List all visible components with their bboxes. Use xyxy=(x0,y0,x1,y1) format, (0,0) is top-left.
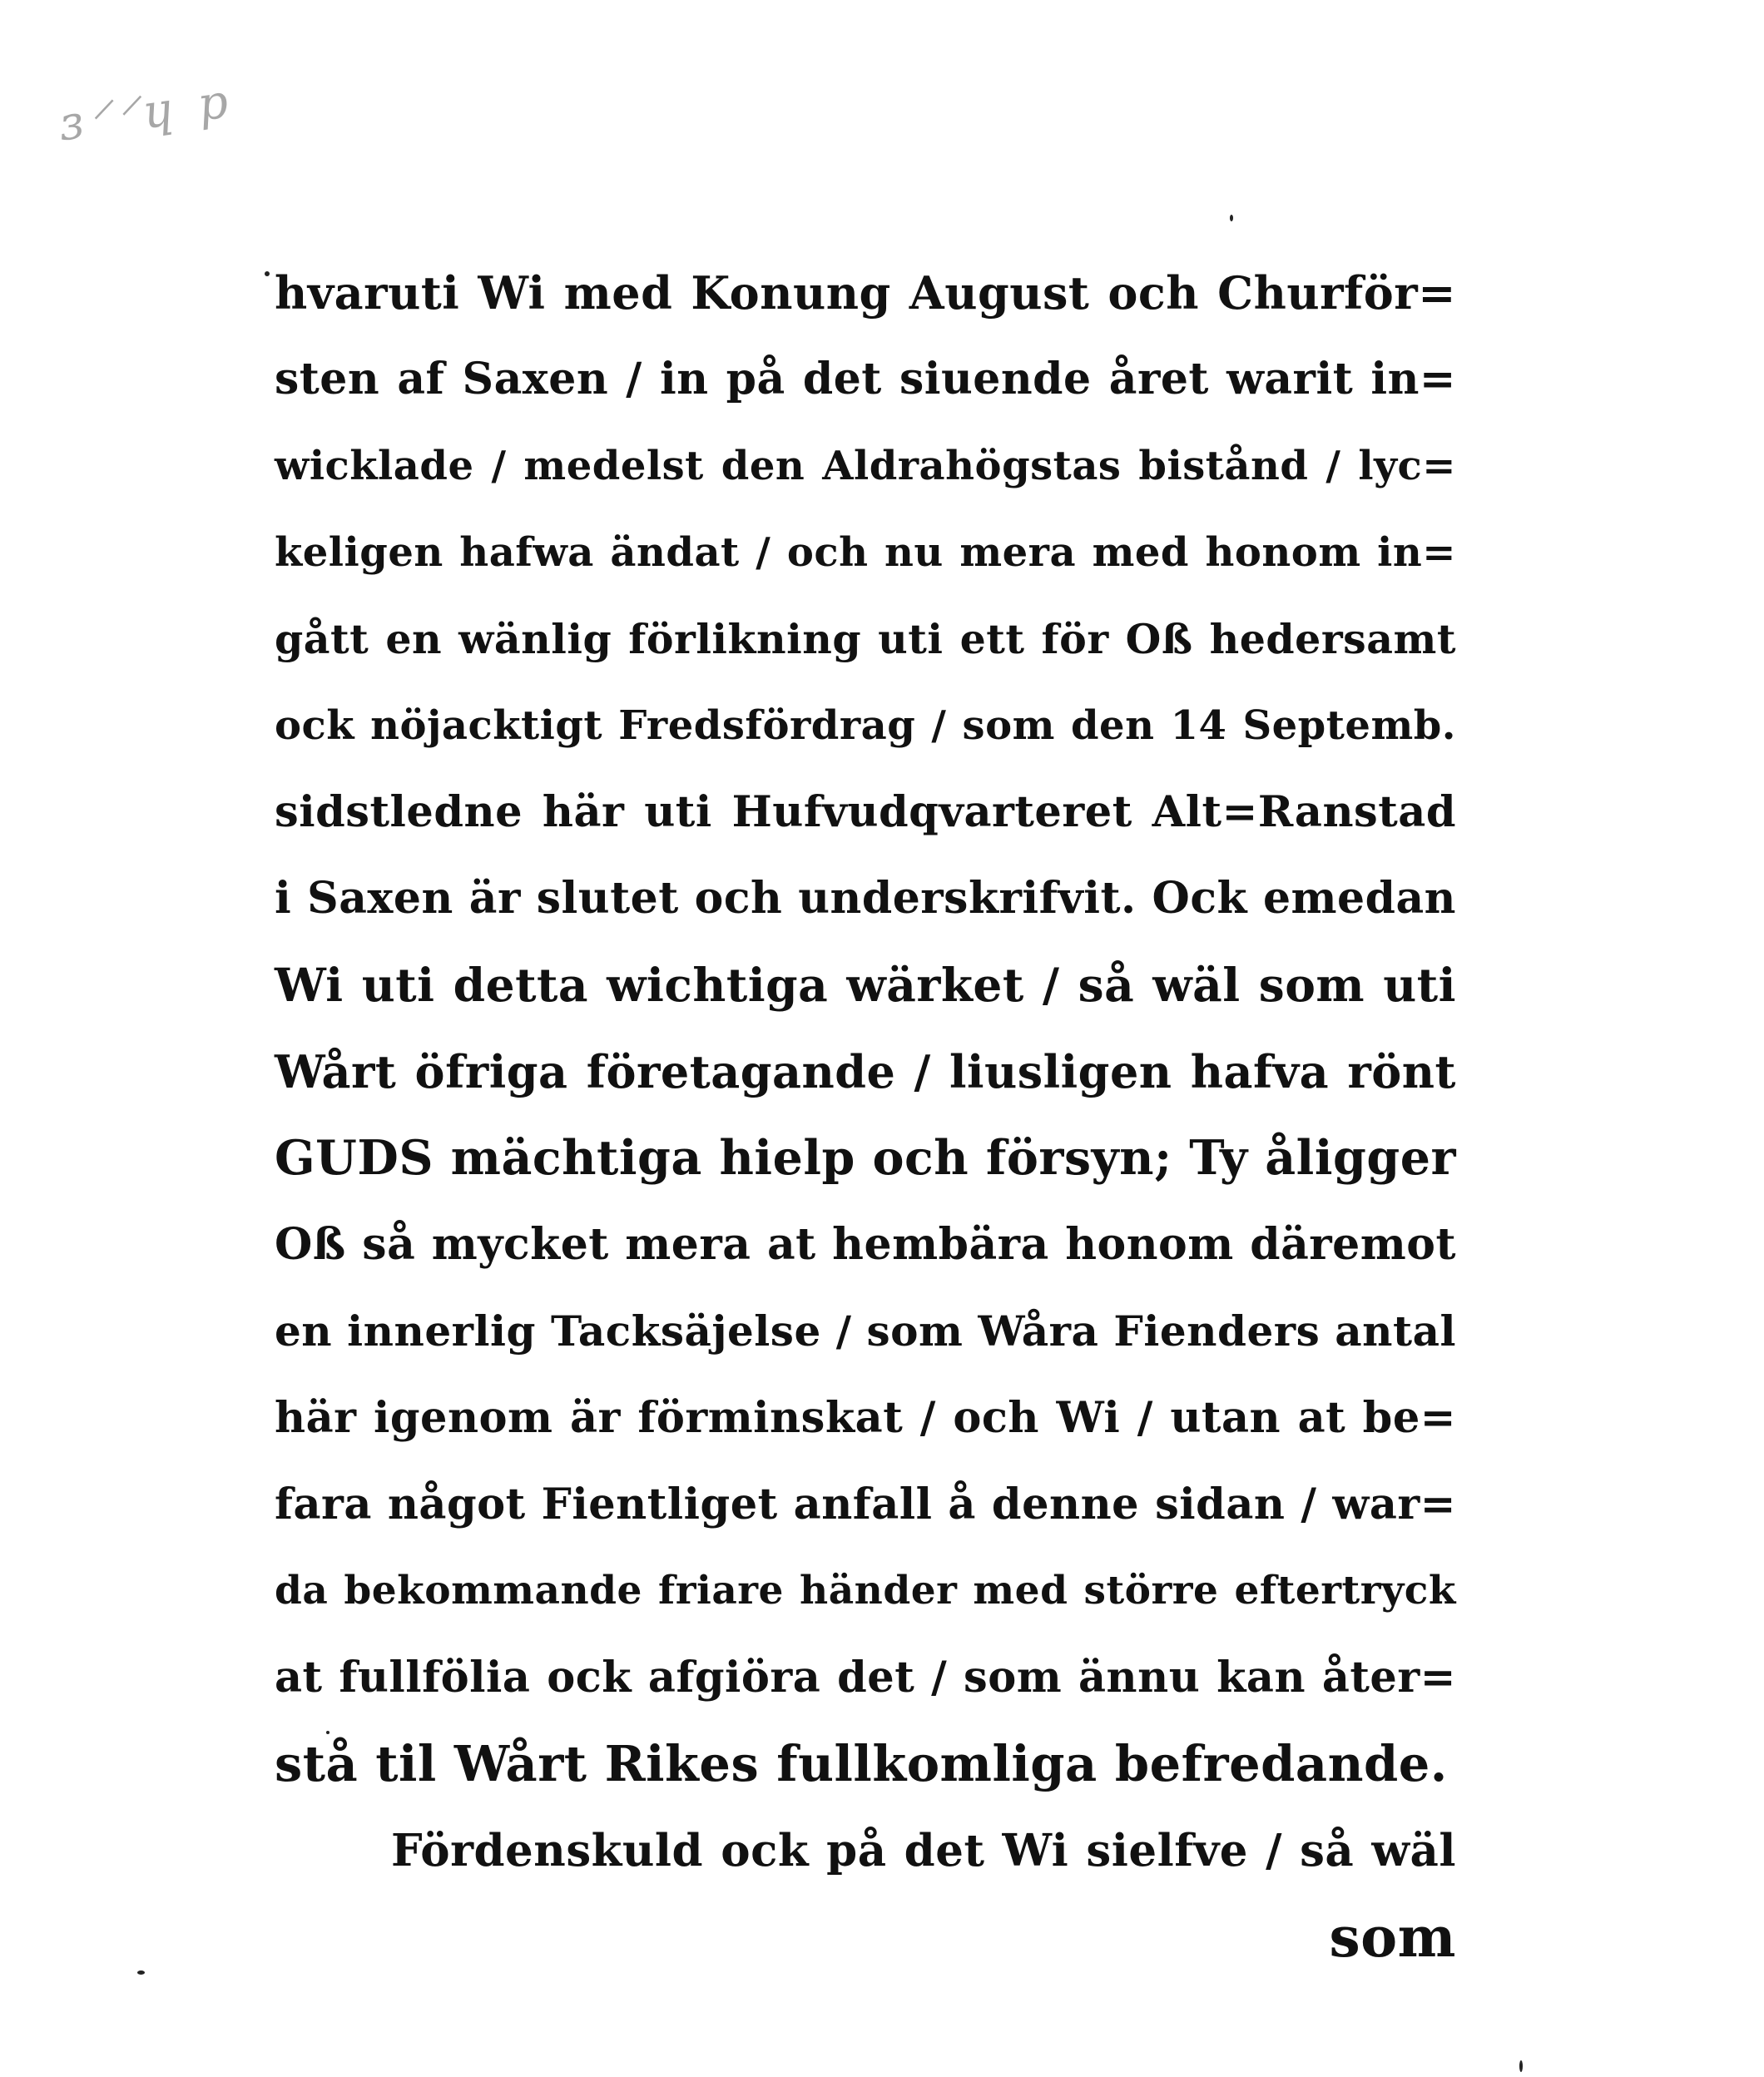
text-line: Wi uti detta wichtiga wärket / så wäl som uti xyxy=(275,958,1456,1012)
text-line: Wårt öfriga företagande / liusligen hafva rönt xyxy=(275,1045,1456,1098)
text-line: da bekommande friare händer med större eftertryck xyxy=(275,1568,1456,1614)
text-line: fara något Fientliget anfall å denne sidan / war= xyxy=(275,1480,1456,1529)
text-line: en innerlig Tacksäjelse / som Wåra Fienders antal xyxy=(275,1306,1456,1356)
text-line: sidstledne här uti Hufvudqvarteret Alt=Ranstad xyxy=(275,787,1456,837)
text-line: hvaruti Wi med Konung August och Churför= xyxy=(275,266,1456,320)
text-line: i Saxen är slutet och underskrifvit. Ock emedan xyxy=(275,873,1456,924)
text-line: sten af Saxen / in på det siuende året warit in= xyxy=(275,354,1456,404)
text-line: Oß så mycket mera at hembära honom däremot xyxy=(275,1219,1456,1270)
text-line: här igenom är förminskat / och Wi / utan at be= xyxy=(275,1393,1456,1443)
text-line: GUDS mächtiga hielp och försyn; Ty åligger xyxy=(275,1130,1456,1186)
handwritten-margin-note: ɜ⸍⸍ɥ p xyxy=(55,73,237,152)
text-line: stå til Wårt Rikes fullkomliga befredande. xyxy=(275,1735,1448,1792)
ink-speck xyxy=(137,1970,145,1975)
ink-speck xyxy=(265,271,270,276)
ink-speck xyxy=(1519,2060,1523,2072)
paragraph-opening-line: Fördenskuld ock på det Wi sielfve / så wäl xyxy=(391,1825,1456,1876)
text-line: wicklade / medelst den Aldrahögstas bistånd / lyc= xyxy=(275,443,1456,489)
ink-speck xyxy=(1230,215,1233,221)
text-line: at fullfölia ock afgiöra det / som ännu kan åter= xyxy=(275,1653,1456,1703)
body-text xyxy=(275,250,1456,1980)
catchword: som xyxy=(1329,1905,1456,1970)
text-line: keligen hafwa ändat / och nu mera med honom in= xyxy=(275,529,1456,576)
text-line: ock nöjacktigt Fredsfördrag / som den 14 Septemb. xyxy=(275,702,1456,749)
text-line: gått en wänlig förlikning uti ett för Oß hedersamt xyxy=(275,615,1456,663)
